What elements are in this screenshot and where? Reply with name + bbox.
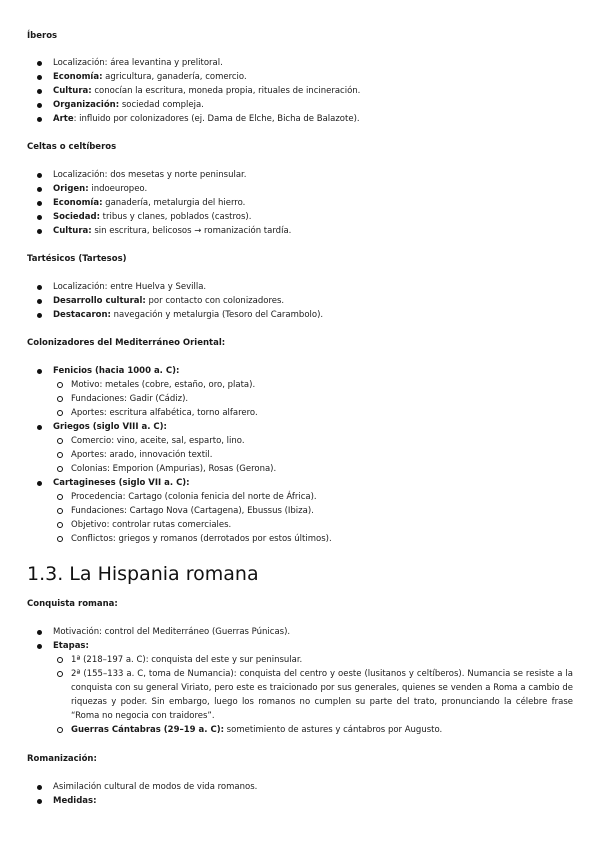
section-title: 1.3. La Hispania romana (27, 563, 259, 585)
bullet-icon (37, 61, 42, 66)
circle-bullet-icon (57, 438, 63, 444)
list-item: Griegos (siglo VIII a. C): Comercio: vino, aceite, sal, esparto, lino. Aportes: arado, innovación textil. Colonias: Emporion (Ampurias), Rosas (Gerona). (27, 420, 573, 476)
bullet-icon (37, 173, 42, 178)
bullet-icon (37, 425, 42, 430)
sublist (53, 653, 573, 737)
sublist-item: Comercio: vino, aceite, sal, esparto, lino. (53, 434, 573, 448)
circle-bullet-icon (57, 508, 63, 514)
list-item: Organización: sociedad compleja. (27, 98, 573, 112)
list-item: Etapas: 1ª (218–197 a. C): conquista del este y sur peninsular. 2ª (155–133 a. C, toma de Numancia): conquista del centro y oeste (lusitanos y celtíberos). Numancia se resiste a la conquista con su general Viriato, pero este es traicionado por sus generales, quienes se venden a Roma a cambio de riquezas y poder. Sin embargo, luego los romanos no cumplen su parte del trato, pronunciando la célebre frase “Roma no negocia con traidores”. Guerras Cántabras (29–19 a. C): sometimiento de astures y cántabros por Augusto. (27, 639, 573, 737)
list-item: Cultura: sin escritura, belicosos → romanización tardía. (27, 224, 573, 238)
bullet-icon (37, 630, 42, 635)
list-item: Sociedad: tribus y clanes, poblados (castros). (27, 210, 573, 224)
circle-bullet-icon (57, 727, 63, 733)
list-item: Localización: área levantina y prelitoral. (27, 56, 573, 70)
bullet-icon (37, 187, 42, 192)
list-item: Motivación: control del Mediterráneo (Guerras Púnicas). (27, 625, 573, 639)
bullet-icon (37, 644, 42, 649)
bullet-icon (37, 103, 42, 108)
sublist-item: Objetivo: controlar rutas comerciales. (53, 518, 573, 532)
circle-bullet-icon (57, 396, 63, 402)
colonizadores-list (27, 364, 573, 546)
circle-bullet-icon (57, 536, 63, 542)
bullet-icon (37, 785, 42, 790)
celtas-heading: Celtas o celtíberos (27, 142, 117, 152)
bullet-icon (37, 75, 42, 80)
bullet-icon (37, 229, 42, 234)
list-item: Economía: agricultura, ganadería, comercio. (27, 70, 573, 84)
circle-bullet-icon (57, 494, 63, 500)
bullet-icon (37, 481, 42, 486)
bullet-icon (37, 313, 42, 318)
sublist-item: Aportes: arado, innovación textil. (53, 448, 573, 462)
list-item: Localización: entre Huelva y Sevilla. (27, 280, 573, 294)
tartesicos-heading: Tartésicos (Tartesos) (27, 254, 127, 264)
colonizadores-heading: Colonizadores del Mediterráneo Oriental: (27, 338, 226, 348)
conquista-list (27, 625, 573, 737)
sublist-item: Fundaciones: Cartago Nova (Cartagena), Ebussus (Ibiza). (53, 504, 573, 518)
romanizacion-list (27, 780, 573, 808)
sublist (53, 378, 573, 420)
sublist-item: Motivo: metales (cobre, estaño, oro, plata). (53, 378, 573, 392)
bullet-icon (37, 799, 42, 804)
list-item: Medidas: (27, 794, 573, 808)
sublist-item: Fundaciones: Gadir (Cádiz). (53, 392, 573, 406)
sublist-item: Aportes: escritura alfabética, torno alfarero. (53, 406, 573, 420)
circle-bullet-icon (57, 671, 63, 677)
romanizacion-heading: Romanización: (27, 754, 97, 764)
circle-bullet-icon (57, 522, 63, 528)
bullet-icon (37, 369, 42, 374)
sublist-item: 2ª (155–133 a. C, toma de Numancia): conquista del centro y oeste (lusitanos y celtíberos). Numancia se resiste a la conquista con su general Viriato, pero este es traicionado por sus generales, quienes se venden a Roma a cambio de riquezas y poder. Sin embargo, luego los romanos no cumplen su parte del trato, pronunciando la célebre frase “Roma no negocia con traidores”. (53, 667, 573, 723)
sublist-item: Guerras Cántabras (29–19 a. C): sometimiento de astures y cántabros por Augusto. (53, 723, 573, 737)
celtas-list (27, 168, 573, 238)
sublist-item: Conflictos: griegos y romanos (derrotados por estos últimos). (53, 532, 573, 546)
conquista-heading: Conquista romana: (27, 599, 118, 609)
list-item: Desarrollo cultural: por contacto con colonizadores. (27, 294, 573, 308)
bullet-icon (37, 89, 42, 94)
list-item: Localización: dos mesetas y norte peninsular. (27, 168, 573, 182)
list-item: Asimilación cultural de modos de vida romanos. (27, 780, 573, 794)
list-item: Economía: ganadería, metalurgia del hierro. (27, 196, 573, 210)
circle-bullet-icon (57, 466, 63, 472)
sublist-item: Procedencia: Cartago (colonia fenicia del norte de África). (53, 490, 573, 504)
sublist (53, 434, 573, 476)
bullet-icon (37, 201, 42, 206)
bullet-icon (37, 299, 42, 304)
list-item: Fenicios (hacia 1000 a. C): Motivo: metales (cobre, estaño, oro, plata). Fundaciones: Gadir (Cádiz). Aportes: escritura alfabética, torno alfarero. (27, 364, 573, 420)
circle-bullet-icon (57, 382, 63, 388)
bullet-icon (37, 117, 42, 122)
sublist-item: Colonias: Emporion (Ampurias), Rosas (Gerona). (53, 462, 573, 476)
list-item: Cultura: conocían la escritura, moneda propia, rituales de incineración. (27, 84, 573, 98)
circle-bullet-icon (57, 410, 63, 416)
list-item: Cartagineses (siglo VII a. C): Procedencia: Cartago (colonia fenicia del norte de África). Fundaciones: Cartago Nova (Cartagena), Ebussus (Ibiza). Objetivo: controlar rutas comerciales. Conflictos: griegos y romanos (derrotados por estos últimos). (27, 476, 573, 546)
list-item: Destacaron: navegación y metalurgia (Tesoro del Carambolo). (27, 308, 573, 322)
tartesicos-list (27, 280, 573, 322)
iberos-heading: Íberos (27, 31, 58, 41)
sublist-item: 1ª (218–197 a. C): conquista del este y sur peninsular. (53, 653, 573, 667)
list-item: Arte: influido por colonizadores (ej. Dama de Elche, Bicha de Balazote). (27, 112, 573, 126)
bullet-icon (37, 285, 42, 290)
iberos-list (27, 56, 573, 126)
sublist (53, 490, 573, 546)
list-item: Origen: indoeuropeo. (27, 182, 573, 196)
bullet-icon (37, 215, 42, 220)
circle-bullet-icon (57, 452, 63, 458)
circle-bullet-icon (57, 657, 63, 663)
